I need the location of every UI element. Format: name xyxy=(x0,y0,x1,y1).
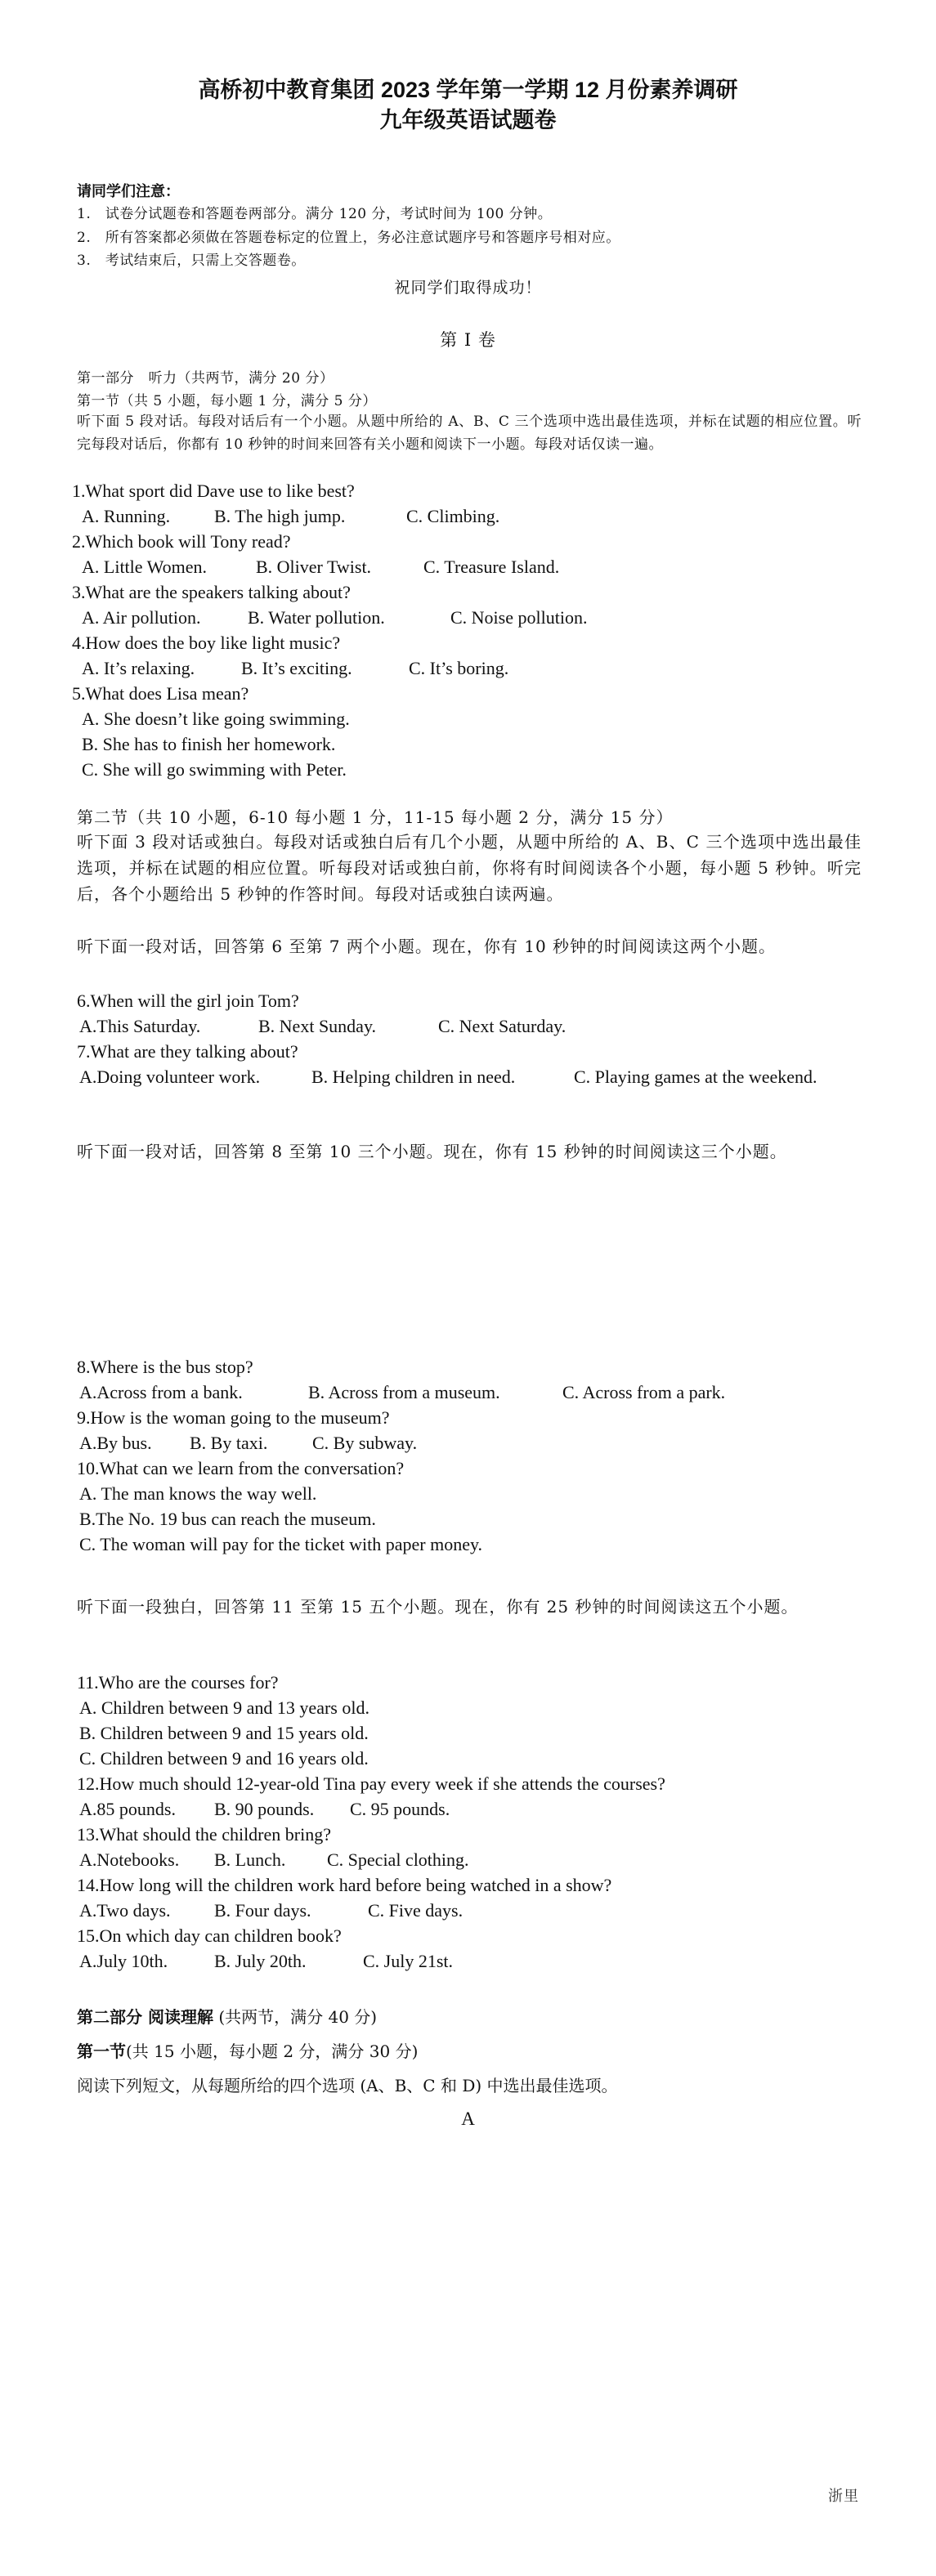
option-13a: A.Notebooks. xyxy=(79,1849,180,1870)
option-9b: B. By taxi. xyxy=(190,1433,268,1453)
question-12: 12.How much should 12-year-old Tina pay every week if she attends the courses? xyxy=(77,1773,665,1794)
option-14a: A.Two days. xyxy=(79,1900,171,1921)
option-15a: A.July 10th. xyxy=(79,1951,168,1971)
option-7b: B. Helping children in need. xyxy=(311,1067,516,1087)
section2-heading: 第二节（共 10 小题，6-10 每小题 1 分，11-15 每小题 2 分，满分 15 分） xyxy=(77,807,674,827)
option-4a: A. It’s relaxing. xyxy=(82,658,195,678)
part2-instructions: 阅读下列短文，从每题所给的四个选项 (A、B、C 和 D) 中选出最佳选项。 xyxy=(77,2076,618,2095)
option-3c: C. Noise pollution. xyxy=(450,607,588,628)
option-8a: A.Across from a bank. xyxy=(79,1382,243,1402)
exam-title: 高桥初中教育集团 2023 学年第一学期 12 月份素养调研 xyxy=(198,78,738,102)
exam-subtitle: 九年级英语试题卷 xyxy=(379,108,557,132)
passage-label: A xyxy=(461,2109,475,2129)
option-10b: B.The No. 19 bus can reach the museum. xyxy=(79,1509,376,1529)
option-11a: A. Children between 9 and 13 years old. xyxy=(79,1697,369,1718)
option-1b: B. The high jump. xyxy=(214,506,346,526)
question-13: 13.What should the children bring? xyxy=(77,1824,331,1845)
option-8b: B. Across from a museum. xyxy=(308,1382,500,1402)
question-15: 15.On which day can children book? xyxy=(77,1925,342,1946)
monologue-intro: 听下面一段独白，回答第 11 至第 15 五个小题。现在，你有 25 秒钟的时间阅读这五个小题。 xyxy=(77,1597,799,1617)
option-12a: A.85 pounds. xyxy=(79,1799,176,1819)
option-9c: C. By subway. xyxy=(312,1433,418,1453)
option-6c: C. Next Saturday. xyxy=(438,1016,567,1036)
question-6: 6.When will the girl join Tom? xyxy=(77,991,299,1011)
option-2b: B. Oliver Twist. xyxy=(256,557,372,577)
question-2: 2.Which book will Tony read? xyxy=(72,531,291,552)
notice-heading: 请同学们注意： xyxy=(77,183,180,200)
option-9a: A.By bus. xyxy=(79,1433,152,1453)
corner-text: 浙里 xyxy=(828,2488,859,2505)
question-5: 5.What does Lisa mean? xyxy=(72,683,249,704)
option-2c: C. Treasure Island. xyxy=(423,557,560,577)
option-12b: B. 90 pounds. xyxy=(214,1799,315,1819)
question-4: 4.How does the boy like light music? xyxy=(72,633,341,653)
part2-heading-bold: 第二部分 阅读理解 xyxy=(77,2007,213,2027)
blessing: 祝同学们取得成功！ xyxy=(394,279,542,297)
question-9: 9.How is the woman going to the museum? xyxy=(77,1407,390,1428)
option-11b: B. Children between 9 and 15 years old. xyxy=(79,1723,369,1743)
question-14: 14.How long will the children work hard before being watched in a show? xyxy=(77,1875,612,1895)
option-10a: A. The man knows the way well. xyxy=(79,1483,317,1504)
option-15c: C. July 21st. xyxy=(363,1951,454,1971)
part1-heading: 第一部分 听力（共两节，满分 20 分） xyxy=(77,370,334,387)
section2-instructions: 听下面 3 段对话或独白。每段对话或独白后有几个小题，从题中所给的 A、B、C 三个选项中选出最佳选项，并标在试题的相应位置。听每段对话或独白前，你将有时间阅读各个小题，每小题 5 秒钟。听完后，各个小题给出 5 秒钟的作答时间。每段对话或独白读两遍。 xyxy=(77,832,862,904)
option-15b: B. July 20th. xyxy=(214,1951,307,1971)
option-1c: C. Climbing. xyxy=(406,506,500,526)
section1-instructions: 听下面 5 段对话。每段对话后有一个小题。从题中所给的 A、B、C 三个选项中选出最佳选项，并标在试题的相应位置。听完每段对话后，你都有 10 秒钟的时间来回答有关小题和阅读下一小题。每段对话仅读一遍。 xyxy=(77,414,862,453)
option-11c: C. Children between 9 and 16 years old. xyxy=(79,1748,369,1769)
part2-section1-rest: (共 15 小题，每小题 2 分，满分 30 分) xyxy=(126,2042,419,2061)
option-5c: C. She will go swimming with Peter. xyxy=(82,759,347,780)
question-8: 8.Where is the bus stop? xyxy=(77,1357,253,1377)
option-7a: A.Doing volunteer work. xyxy=(79,1067,261,1087)
notice-item-2: 2. 所有答案都必须做在答题卷标定的位置上，务必注意试题序号和答题序号相对应。 xyxy=(77,230,620,246)
option-4b: B. It’s exciting. xyxy=(241,658,352,678)
part2-section1-heading xyxy=(77,2038,418,2062)
option-5b: B. She has to finish her homework. xyxy=(82,734,336,754)
option-12c: C. 95 pounds. xyxy=(350,1799,450,1819)
option-2a: A. Little Women. xyxy=(82,557,208,577)
question-10: 10.What can we learn from the conversation? xyxy=(77,1458,405,1478)
option-5a: A. She doesn’t like going swimming. xyxy=(82,709,350,729)
option-10c: C. The woman will pay for the ticket with paper money. xyxy=(79,1534,483,1554)
option-13b: B. Lunch. xyxy=(214,1849,286,1870)
question-7: 7.What are they talking about? xyxy=(77,1041,298,1062)
notice-item-1: 1. 试卷分试题卷和答题卷两部分。满分 120 分，考试时间为 100 分钟。 xyxy=(77,206,553,222)
option-6b: B. Next Sunday. xyxy=(258,1016,377,1036)
volume-title: 第 I 卷 xyxy=(440,330,496,350)
question-11: 11.Who are the courses for? xyxy=(77,1672,279,1693)
option-8c: C. Across from a park. xyxy=(562,1382,726,1402)
part2-section1-bold: 第一节 xyxy=(77,2042,126,2061)
question-3: 3.What are the speakers talking about? xyxy=(72,582,351,602)
notice-item-3: 3. 考试结束后，只需上交答题卷。 xyxy=(77,253,306,269)
section1-heading: 第一节（共 5 小题，每小题 1 分，满分 5 分） xyxy=(77,393,377,409)
question-1: 1.What sport did Dave use to like best? xyxy=(72,481,355,501)
option-6a: A.This Saturday. xyxy=(79,1016,201,1036)
option-14c: C. Five days. xyxy=(368,1900,464,1921)
option-7c: C. Playing games at the weekend. xyxy=(574,1067,817,1087)
option-4c: C. It’s boring. xyxy=(409,658,509,678)
dialog2-intro: 听下面一段对话，回答第 8 至第 10 三个小题。现在，你有 15 秒钟的时间阅读这三个小题。 xyxy=(77,1142,787,1161)
option-14b: B. Four days. xyxy=(214,1900,311,1921)
option-13c: C. Special clothing. xyxy=(327,1849,469,1870)
option-3b: B. Water pollution. xyxy=(248,607,385,628)
part2-heading xyxy=(77,2004,377,2028)
dialog1-intro: 听下面一段对话，回答第 6 至第 7 两个小题。现在，你有 10 秒钟的时间阅读这两个小题。 xyxy=(77,937,777,956)
option-1a: A. Running. xyxy=(82,506,171,526)
option-3a: A. Air pollution. xyxy=(82,607,201,628)
part2-heading-rest: (共两节，满分 40 分) xyxy=(213,2007,378,2027)
